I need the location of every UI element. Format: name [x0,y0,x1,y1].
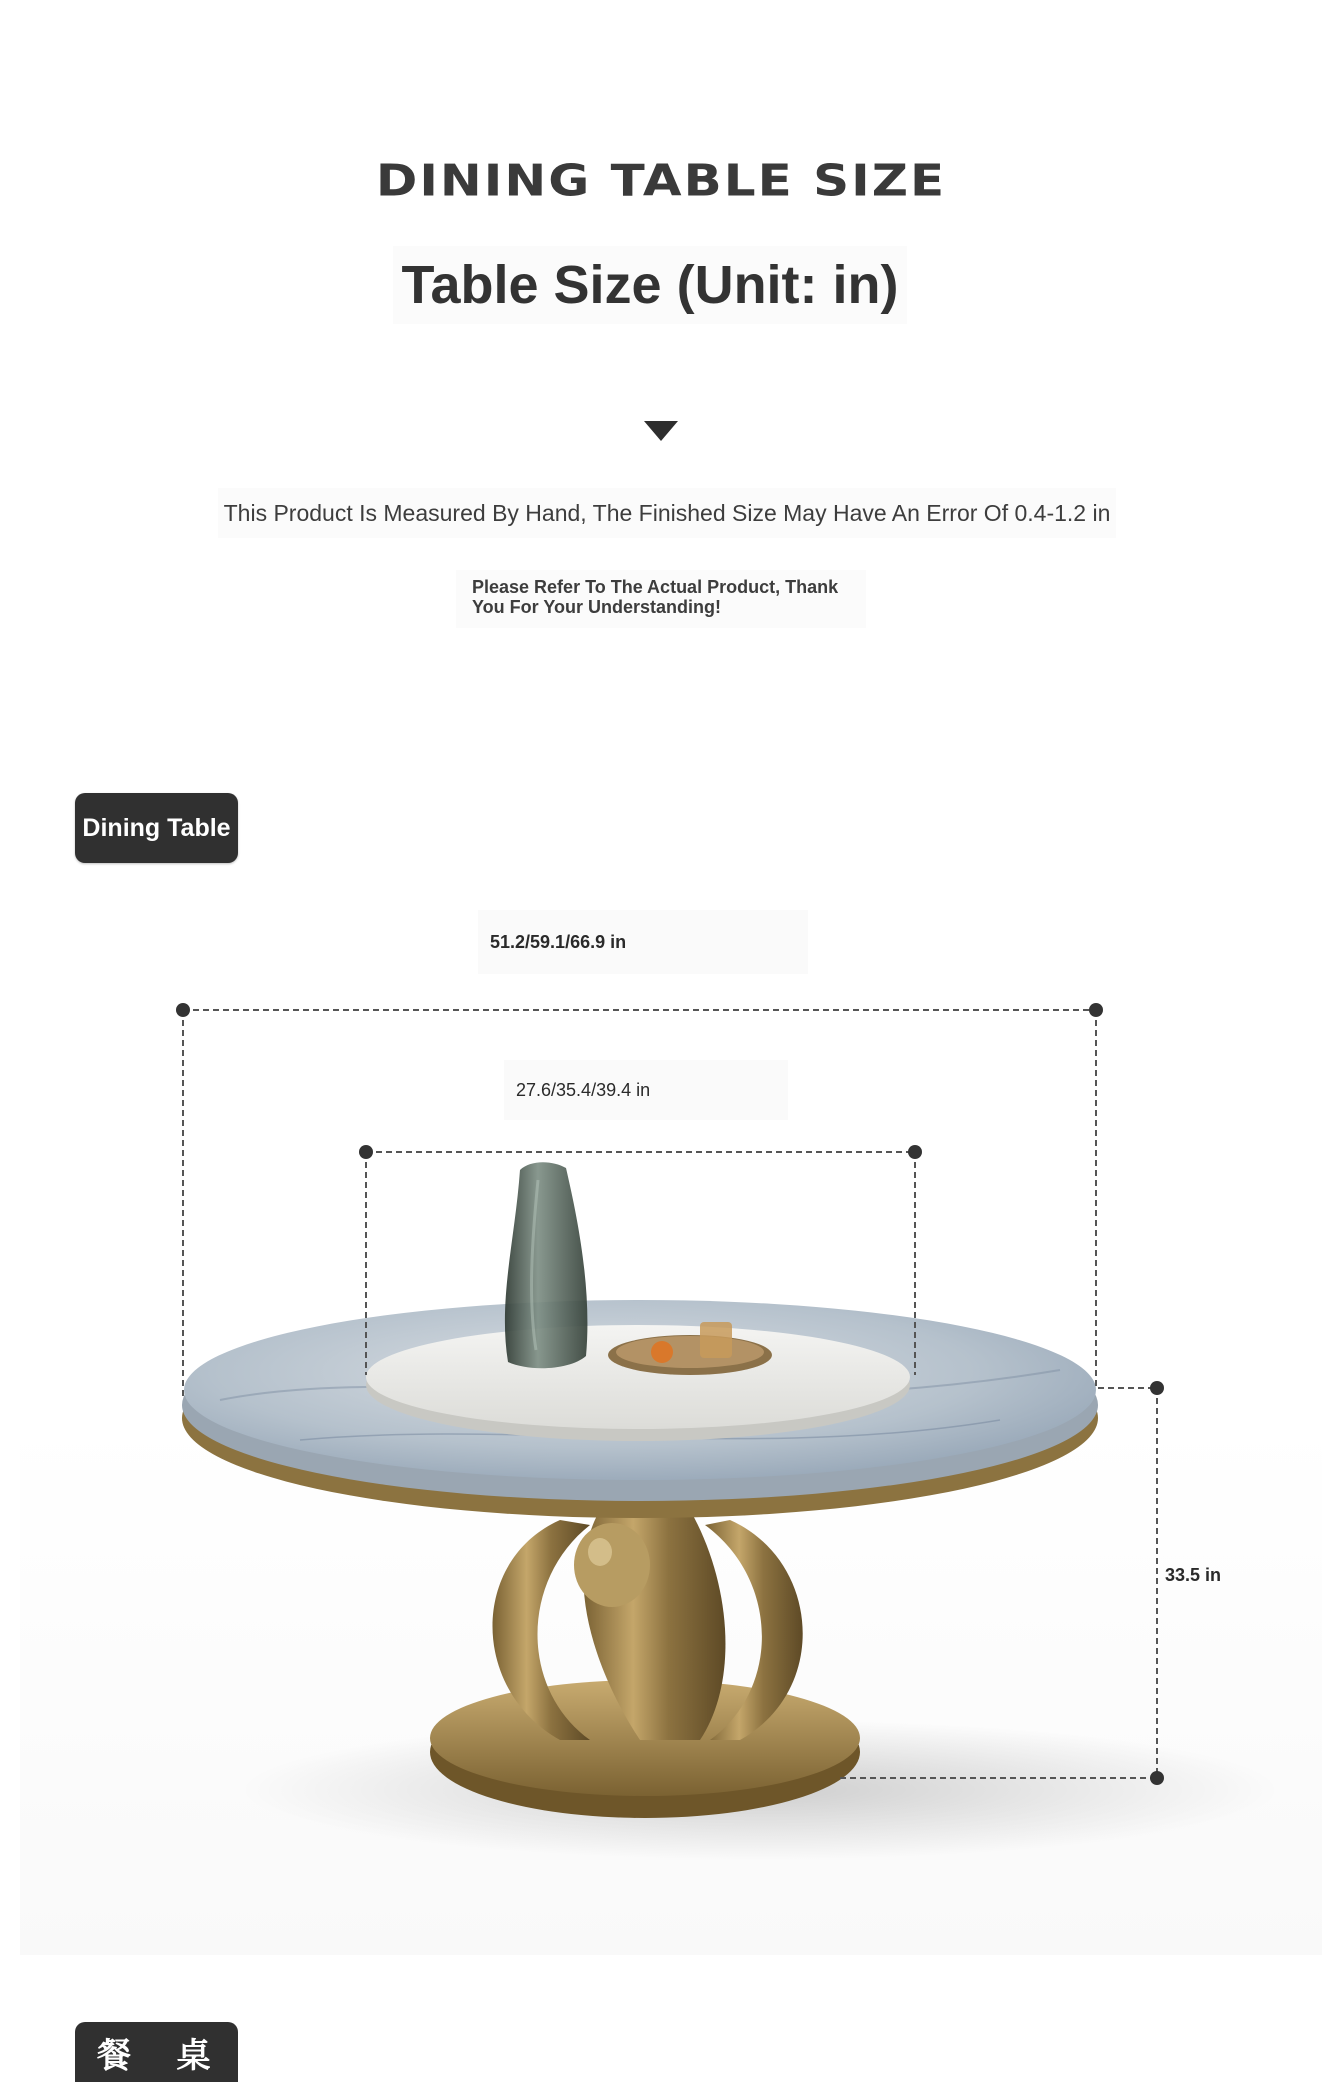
next-section-badge: 餐 桌 [75,2022,238,2082]
dining-table-badge: Dining Table [75,793,238,863]
dimension-dot [908,1145,922,1159]
glass [700,1322,732,1358]
dimension-dot [359,1145,373,1159]
dimension-dot [1089,1003,1103,1017]
understanding-notice-line-1: Please Refer To The Actual Product, Thank [472,577,839,597]
pedestal-orb [574,1523,650,1607]
height-label: 33.5 in [1165,1565,1222,1585]
outer-diameter-label: 51.2/59.1/66.9 in [478,910,808,974]
inner-diameter-label: 27.6/35.4/39.4 in [504,1060,788,1120]
section-heading: Table Size (Unit: in) [393,246,907,324]
brand-title: DINING TABLE SIZE [375,155,947,207]
vase [505,1162,588,1368]
orange [651,1341,673,1363]
measurement-notice: This Product Is Measured By Hand, The Finished Size May Have An Error Of 0.4-1.2 in [218,488,1116,538]
dimension-dot [1150,1771,1164,1785]
dimension-dot [1150,1381,1164,1395]
dimension-dot [176,1003,190,1017]
understanding-notice-line-2: You For Your Understanding! [472,597,721,617]
